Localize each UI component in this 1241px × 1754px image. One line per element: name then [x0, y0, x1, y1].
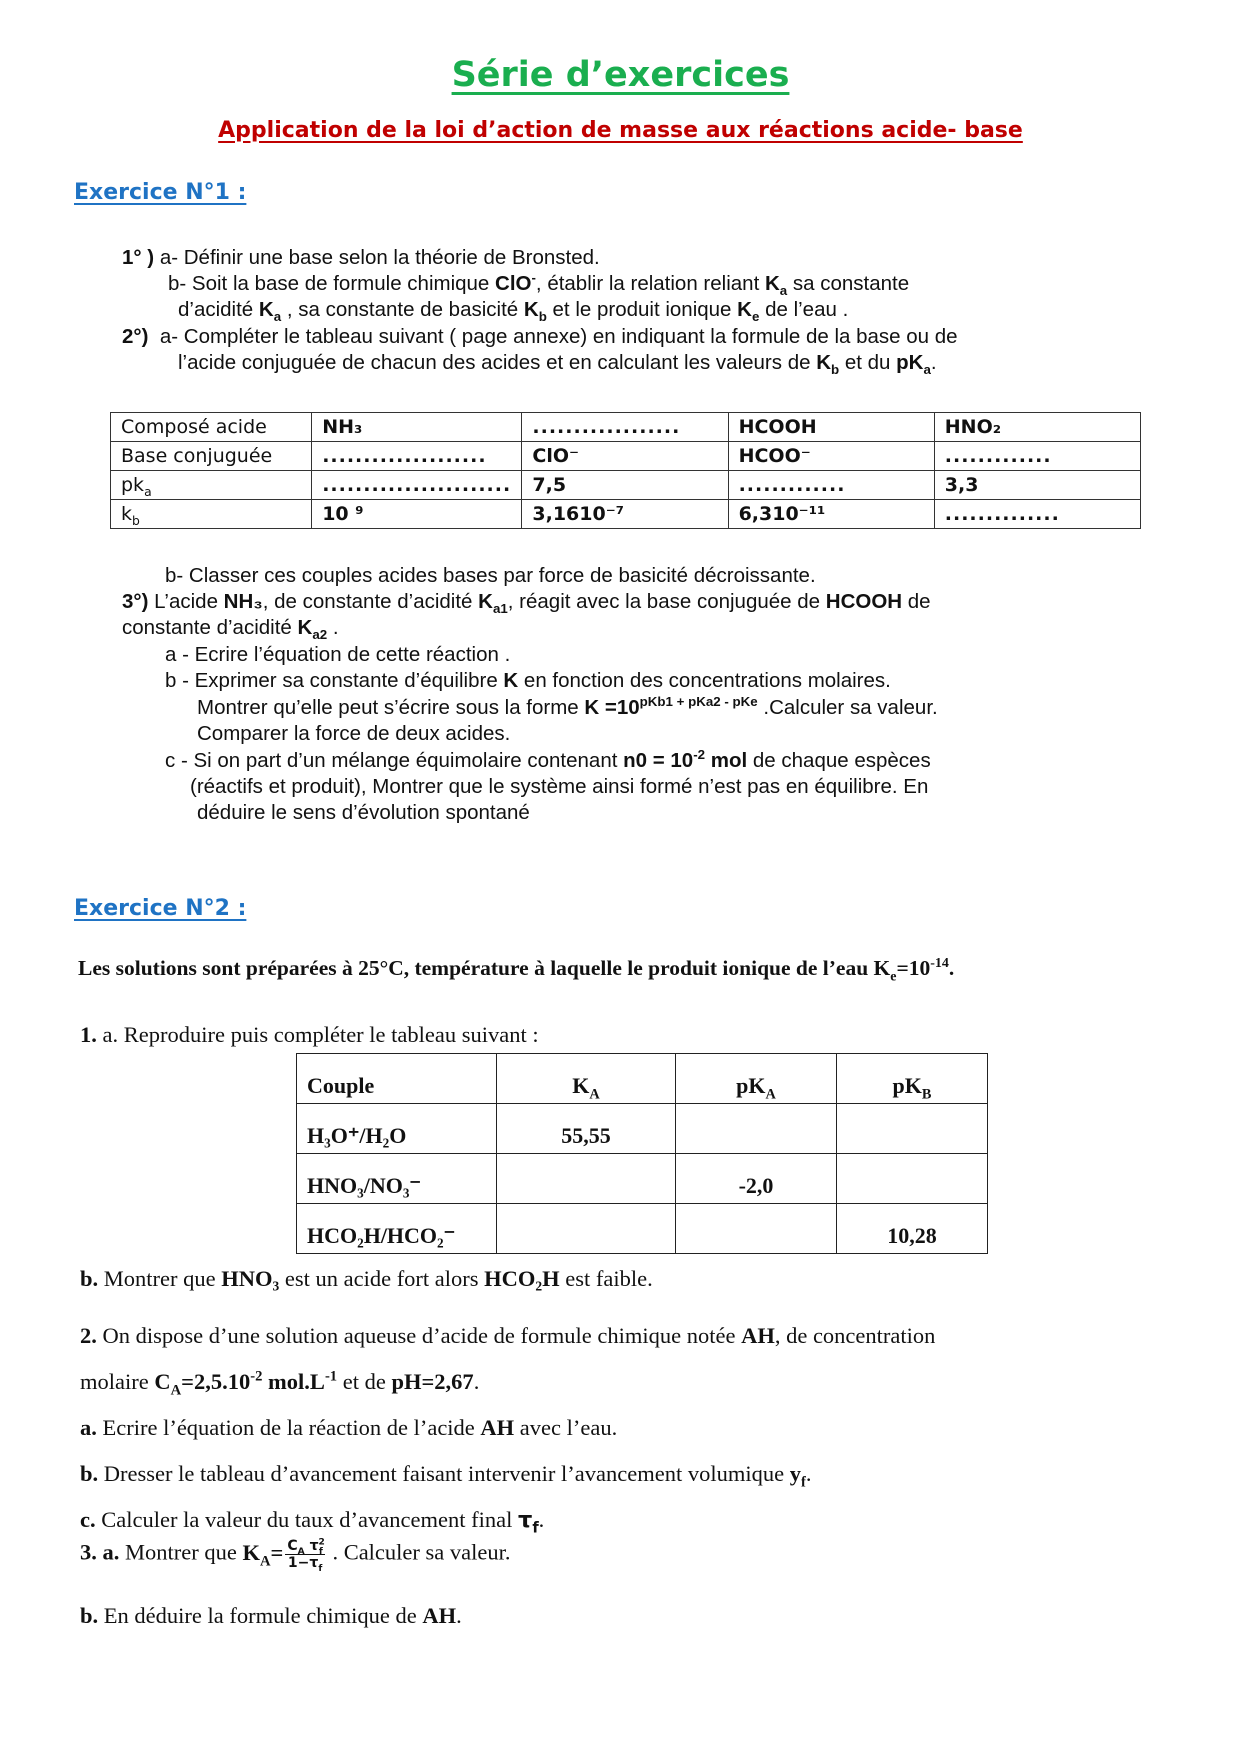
table-row: [297, 1154, 988, 1204]
table-cell-blank: ..................: [522, 413, 728, 442]
ex1-q1b-line2: d’acidité $K_a$ , sa constante de basicité $K_b$ et le produit ionique $K_e$ de l’eau .: [178, 298, 849, 325]
document-subtitle: Application de la loi d’action de masse aux réactions acide- base: [218, 118, 1023, 143]
ex1-q3-line2: constante d’acidité $K_{a2}$ .: [122, 616, 339, 643]
table-cell: 10,28: [837, 1204, 988, 1254]
ex2-q2-line1: 2. On dispose d’une solution aqueuse d’acide de formule chimique notée AH, de concentration: [80, 1323, 936, 1348]
ex2-intro: Les solutions sont préparées à 25°C, température à laquelle le produit ionique de l’eau $K_e=10^{-14}$.: [78, 955, 955, 985]
ex1-q3c-line2: (réactifs et produit), Montrer que le système ainsi formé n’est pas en équilibre. En: [190, 775, 929, 798]
ex1-q2a-line2: l’acide conjuguée de chacun des acides et en calculant les valeurs de $K_b$ et du $pK_a$.: [178, 351, 937, 378]
ex1-q2b: b- Classer ces couples acides bases par force de basicité décroissante.: [165, 564, 816, 587]
table-cell: 3,3: [934, 471, 1140, 500]
table-cell: HCOO⁻: [728, 442, 934, 471]
ex1-q2a-line1: 2°) a- Compléter le tableau suivant ( page annexe) en indiquant la formule de la base ou de: [122, 325, 958, 348]
table-cell: HCOOH: [728, 413, 934, 442]
table-row: [111, 500, 1141, 529]
table-cell-blank: ..............: [934, 500, 1140, 529]
table-cell: ClO⁻: [522, 442, 728, 471]
ex1-table: [110, 412, 1141, 529]
column-header: $pK_A$: [676, 1054, 837, 1104]
table-cell: [497, 1204, 676, 1254]
table-cell: [837, 1154, 988, 1204]
column-header: $pK_B$: [837, 1054, 988, 1104]
table-row: [111, 413, 1141, 442]
ex1-q3b-line3: Comparer la force de deux acides.: [197, 722, 511, 745]
table-cell-blank: .......................: [312, 471, 522, 500]
ex1-q1a: 1° ) a- Définir une base selon la théorie de Bronsted.: [122, 246, 600, 269]
ex2-q1b: b. Montrer que HNO₃ est un acide fort alors HCO₂H est faible.: [80, 1266, 653, 1291]
ex1-q3a: a - Ecrire l’équation de cette réaction .: [165, 643, 511, 666]
ex2-q2-line2: molaire $C_A=2,5.10^{-2}$ $mol.L^{-1}$ et de pH=2,67.: [80, 1368, 480, 1399]
table-cell: 3,1610⁻⁷: [522, 500, 728, 529]
ex1-q1b-line1: b- Soit la base de formule chimique ClO-, établir la relation reliant $K_a$ sa constante: [168, 270, 910, 299]
couple-cell: H₃O⁺/H₂O: [297, 1104, 497, 1154]
ex1-q3b-line1: b - Exprimer sa constante d’équilibre K en fonction des concentrations molaires.: [165, 669, 891, 692]
table-row: [297, 1204, 988, 1254]
couple-cell: HNO₃/NO₃⁻: [297, 1154, 497, 1204]
exercise-1-heading: Exercice N°1 :: [74, 180, 247, 205]
table-cell: NH₃: [312, 413, 522, 442]
table-cell: [497, 1154, 676, 1204]
couple-cell: HCO₂H/HCO₂⁻: [297, 1204, 497, 1254]
ex2-table: [296, 1053, 988, 1254]
column-header: Couple: [297, 1054, 497, 1104]
ex2-q2b: b. Dresser le tableau d’avancement faisant intervenir l’avancement volumique $y_f$.: [80, 1461, 812, 1491]
table-cell: 55,55: [497, 1104, 676, 1154]
exercise-2-heading: Exercice N°2 :: [74, 896, 247, 921]
ex1-q3-line1: 3°) L’acide NH₃, de constante d’acidité $K_{a1}$, réagit avec la base conjuguée de HCOOH de: [122, 590, 931, 617]
ex2-q2c: c. Calculer la valeur du taux d’avancement final $\tau_f$.: [80, 1507, 545, 1537]
table-cell: [676, 1104, 837, 1154]
table-cell-blank: ....................: [312, 442, 522, 471]
table-cell-blank: .............: [728, 471, 934, 500]
document-title: Série d’exercices: [451, 55, 790, 95]
table-cell: [676, 1204, 837, 1254]
ka-fraction: $\frac{C_A \tau^2_f}{1-\tau_f}$: [287, 1537, 325, 1574]
table-cell: 6,310⁻¹¹: [728, 500, 934, 529]
ex1-q3c-line3: déduire le sens d’évolution spontané: [197, 801, 530, 824]
ex1-q3b-line2: Montrer qu’elle peut s’écrire sous la forme $K =10^{pKb1 + pKa2 - pKe}$ .Calculer sa valeur.: [197, 694, 938, 719]
ex2-q1a: 1. a. Reproduire puis compléter le tableau suivant :: [80, 1022, 539, 1047]
column-header: $K_A$: [497, 1054, 676, 1104]
table-cell: [837, 1104, 988, 1154]
table-row: [111, 471, 1141, 500]
table-cell: 10 ⁹: [312, 500, 522, 529]
table-row: [111, 442, 1141, 471]
ex2-q3b: b. En déduire la formule chimique de AH.: [80, 1603, 462, 1628]
table-cell-blank: .............: [934, 442, 1140, 471]
table-row: [297, 1104, 988, 1154]
row-header: Base conjuguée: [111, 442, 312, 471]
row-header: Composé acide: [111, 413, 312, 442]
ex2-q3a: 3. a. Montrer que $K_A=$ $\frac{C_A \tau^2_f}{1-\tau_f}$ . Calculer sa valeur.: [80, 1537, 511, 1574]
row-header: $k_b$: [111, 500, 312, 529]
table-cell: -2,0: [676, 1154, 837, 1204]
table-cell: HNO₂: [934, 413, 1140, 442]
table-header-row: [297, 1054, 988, 1104]
table-cell: 7,5: [522, 471, 728, 500]
ex2-q2a: a. Ecrire l’équation de la réaction de l’acide AH avec l’eau.: [80, 1415, 618, 1440]
row-header: $pk_a$: [111, 471, 312, 500]
ex1-q3c-line1: c - Si on part d’un mélange équimolaire contenant $n0 = 10^{-2}$ mol de chaque espèces: [165, 747, 931, 772]
